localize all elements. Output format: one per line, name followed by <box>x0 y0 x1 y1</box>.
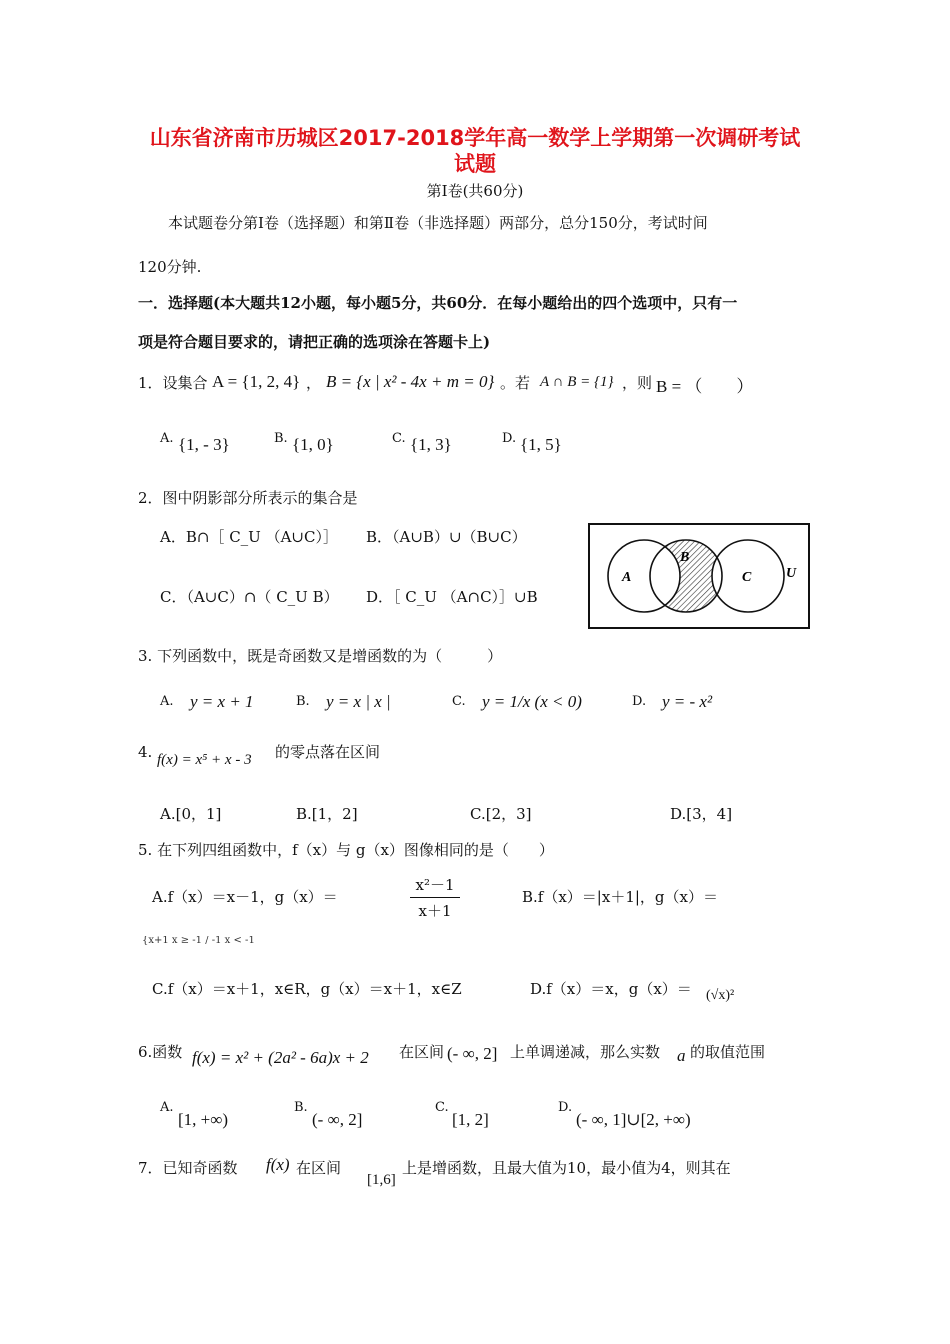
q2-option-a: A．B∩［ C_U （A∪C）］ <box>160 528 338 546</box>
q3-option-b-label: B. <box>296 694 310 709</box>
q6-option-a-value: [1, +∞) <box>178 1110 229 1129</box>
q1-set-a: A = {1, 2, 4} <box>212 372 301 391</box>
section-header: 第Ⅰ卷(共60分) <box>426 182 524 200</box>
q5-option-a-denominator: x＋1 <box>418 902 452 920</box>
q1-option-a-label: A. <box>160 431 174 446</box>
q3-option-d-label: D. <box>632 694 647 709</box>
q1-option-b-value: {1, 0} <box>292 435 334 454</box>
q6-option-a-label: A. <box>160 1100 174 1115</box>
document-title-line1: 山东省济南市历城区2017-2018学年高一数学上学期第一次调研考试 <box>149 126 801 150</box>
q7-stem-c: 上是增函数，且最大值为10，最小值为4，则其在 <box>402 1159 731 1177</box>
q4-stem: 的零点落在区间 <box>275 743 381 761</box>
q1-option-d-label: D. <box>502 431 517 446</box>
intro-line1: 本试题卷分第Ⅰ卷（选择题）和第Ⅱ卷（非选择题）两部分，总分150分，考试时间 <box>168 214 708 232</box>
q1-stem-a: 1．设集合 <box>138 374 208 392</box>
q6-option-d-label: D. <box>558 1100 573 1115</box>
q1-stem-c: ，则 <box>622 374 653 392</box>
q2-option-d: D．［ C_U （A∩C）］∪B <box>366 588 538 606</box>
q1-stem-b: 。若 <box>500 374 531 392</box>
q5-option-b-piecewise: {x+1 x ≥ -1 / -1 x < -1 <box>142 936 255 946</box>
q3-option-c-label: C. <box>452 694 466 709</box>
q4-option-c: C.[2，3] <box>470 805 532 823</box>
q1-option-c-value: {1, 3} <box>410 435 452 454</box>
q4-number: 4. <box>138 743 153 761</box>
document-title-line2: 试题 <box>454 152 496 176</box>
q7-stem-a: 7．已知奇函数 <box>138 1159 238 1177</box>
q6-option-b-value: (- ∞, 2] <box>312 1110 363 1129</box>
q5-option-a-text: A.f（x）＝x－1，g（x）＝ <box>152 888 338 906</box>
q3-stem: 3. 下列函数中，既是奇函数又是增函数的为（ ） <box>138 647 503 665</box>
q1-set-b: B = {x | x² - 4x + m = 0} <box>326 372 495 391</box>
q2-option-c: C．（A∪C）∩（ C_U B） <box>160 588 339 606</box>
q5-option-d-expression: (√x)² <box>706 988 735 1003</box>
part1-header-line2: 项是符合题目要求的，请把正确的选项涂在答题卡上) <box>138 333 491 351</box>
q4-option-b: B.[1，2] <box>296 805 358 823</box>
q7-stem-b: 在区间 <box>296 1159 342 1177</box>
venn-label-c: C <box>742 570 752 585</box>
q3-option-b-value: y = x | x | <box>326 692 391 711</box>
q1-sep: ， <box>306 374 322 392</box>
q6-variable: a <box>677 1046 686 1065</box>
q1-ask: B = （ ） <box>656 377 754 396</box>
q7-function: f(x) <box>266 1155 290 1174</box>
q1-option-b-label: B. <box>274 431 288 446</box>
q6-interval: (- ∞, 2] <box>447 1044 498 1063</box>
q5-option-d-text: D.f（x）＝x，g（x）＝ <box>530 980 692 998</box>
venn-diagram <box>588 523 810 629</box>
q2-stem: 2．图中阴影部分所表示的集合是 <box>138 489 358 507</box>
q3-option-a-label: A. <box>160 694 174 709</box>
q6-end: 的取值范围 <box>690 1043 766 1061</box>
q5-option-b-text: B.f（x）＝|x＋1|，g（x）＝ <box>522 888 718 906</box>
q3-option-c-value: y = 1/x (x < 0) <box>482 692 582 711</box>
q5-stem: 5. 在下列四组函数中，f（x）与 g（x）图像相同的是（ ） <box>138 841 554 859</box>
q6-option-c-label: C. <box>435 1100 449 1115</box>
q1-option-d-value: {1, 5} <box>520 435 562 454</box>
q4-option-a: A.[0，1] <box>160 805 222 823</box>
q2-option-b: B．（A∪B）∪（B∪C） <box>366 528 527 546</box>
q6-option-b-label: B. <box>294 1100 308 1115</box>
q6-option-c-value: [1, 2] <box>452 1110 489 1129</box>
shaded-region <box>608 540 784 612</box>
q3-option-a-value: y = x + 1 <box>190 692 254 711</box>
q5-option-a-numerator: x²－1 <box>410 874 460 898</box>
q1-condition: A ∩ B = {1} <box>540 374 614 390</box>
part1-header-line1: 一．选择题(本大题共12小题，每小题5分，共60分．在每小题给出的四个选项中，只有一 <box>138 294 738 312</box>
q4-option-d: D.[3，4] <box>670 805 733 823</box>
q6-function: f(x) = x² + (2a² - 6a)x + 2 <box>192 1048 369 1067</box>
q5-option-c: C.f（x）＝x＋1，x∈R，g（x）＝x＋1，x∈Z <box>152 980 462 998</box>
venn-label-b: B <box>680 550 690 565</box>
intro-line2: 120分钟. <box>138 258 202 276</box>
q6-tail: 上单调递减，那么实数 <box>510 1043 661 1061</box>
q3-option-d-value: y = - x² <box>662 692 713 711</box>
q6-mid: 在区间 <box>399 1043 445 1061</box>
q1-option-c-label: C. <box>392 431 406 446</box>
q6-option-d-value: (- ∞, 1]∪[2, +∞) <box>576 1110 691 1129</box>
q4-function: f(x) = x⁵ + x - 3 <box>157 752 252 768</box>
venn-label-u: U <box>786 566 797 581</box>
q6-number: 6.函数 <box>138 1043 183 1061</box>
venn-label-a: A <box>622 570 632 585</box>
q1-option-a-value: {1, - 3} <box>178 435 230 454</box>
q7-interval: [1,6] <box>367 1172 396 1188</box>
